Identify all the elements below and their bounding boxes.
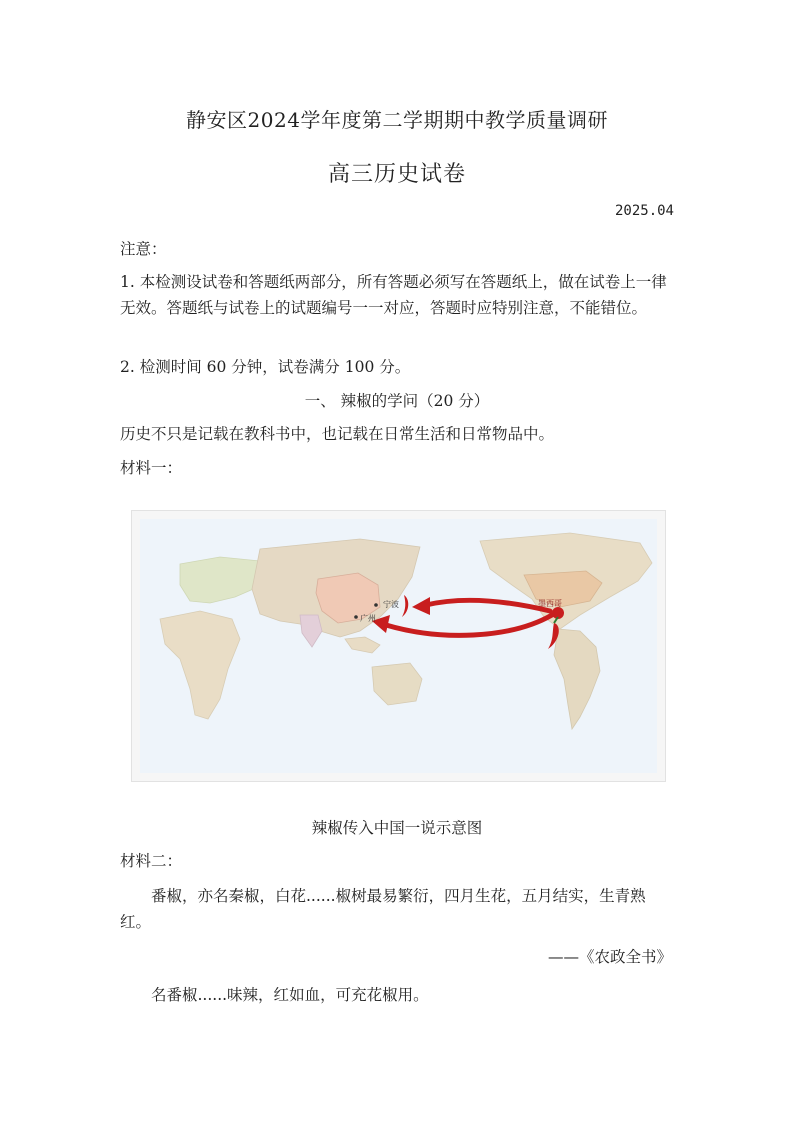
material2-label: 材料二：	[120, 852, 183, 870]
section-heading: 一、 辣椒的学问（20 分）	[304, 392, 490, 410]
exam-title: 静安区2024学年度第二学期期中教学质量调研	[186, 108, 608, 132]
quote-2: 名番椒......味辣，红如血，可充花椒用。	[151, 986, 429, 1004]
notice-item-1: 1. 本检测设试卷和答题纸两部分，所有答题必须写在答题纸上，做在试卷上一律无效。答题纸与试卷上的试题编号一一对应，答题时应特别注意，不能错位。	[120, 273, 667, 317]
source-1: ——《农政全书》	[547, 948, 672, 966]
map-caption: 辣椒传入中国一说示意图	[311, 819, 483, 837]
exam-subtitle: 高三历史试卷	[327, 162, 466, 187]
guangzhou-marker	[354, 615, 358, 619]
notice-label: 注意：	[120, 240, 167, 258]
world-map	[140, 519, 657, 773]
material1-label: 材料一：	[120, 459, 183, 477]
label-guangzhou: 广州	[360, 614, 376, 623]
exam-date: 2025.04	[614, 203, 674, 219]
quote-1: 番椒，亦名秦椒，白花......椒树最易繁衍，四月生花，五月结实，生青熟红。	[120, 887, 646, 931]
section-intro: 历史不只是记载在教科书中，也记载在日常生活和日常物品中。	[120, 425, 555, 443]
ningbo-marker	[374, 603, 378, 607]
world-map-figure	[131, 510, 666, 782]
world-map-svg	[140, 519, 657, 773]
notice-item-2: 2. 检测时间 60 分钟，试卷满分 100 分。	[120, 358, 411, 376]
label-ningbo: 宁波	[383, 600, 399, 609]
label-mexico: 墨西哥	[538, 599, 562, 608]
